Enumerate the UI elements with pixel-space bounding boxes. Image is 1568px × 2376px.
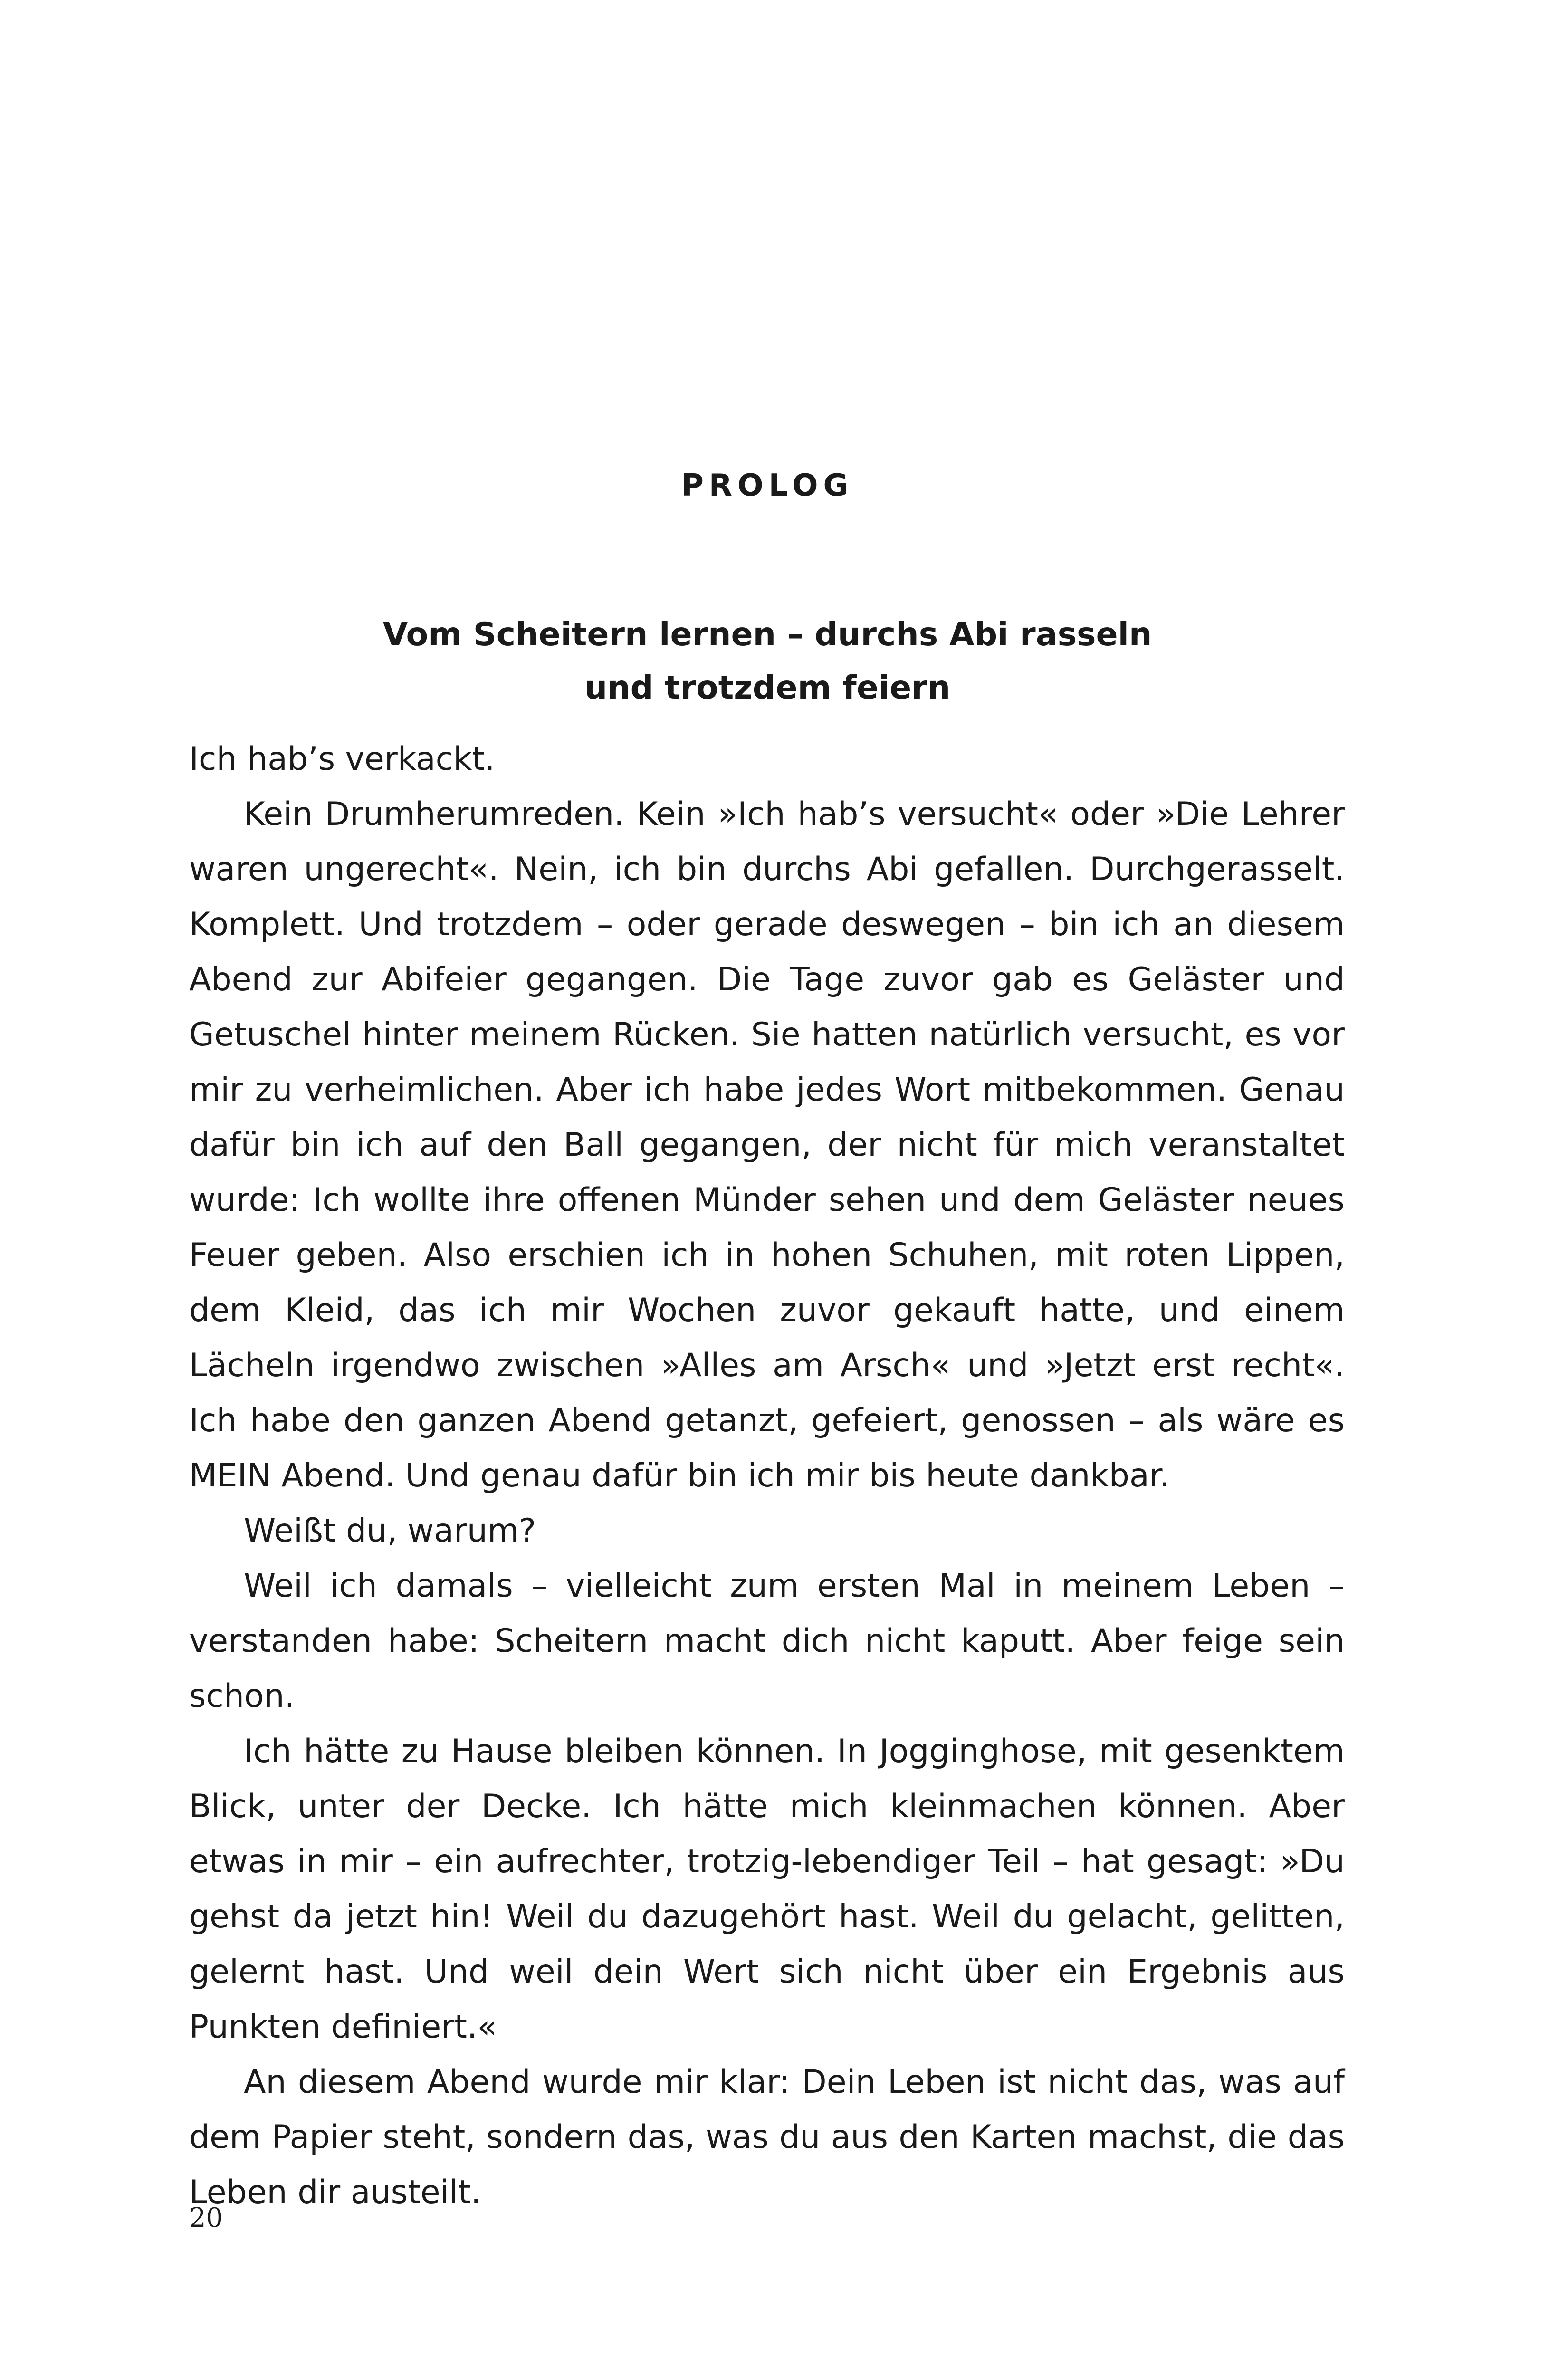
page-number: 20 — [189, 2203, 223, 2233]
chapter-title-line-2: und trotzdem feiern — [584, 669, 951, 707]
chapter-title — [0, 608, 1535, 715]
paragraph: Ich hab’s verkackt. — [189, 740, 495, 778]
chapter-title-line-1: Vom Scheitern lernen – durchs Abi rasseln — [382, 616, 1152, 653]
paragraph: Kein Drumherumreden. Kein »Ich hab’s versucht« oder »Die Lehrer waren ungerecht«. Nein, ich bin durchs Abi gefallen. Durchgerasselt. Komplett. Und trotzdem – oder gerade deswegen – bin ich an diesem Abend zur Abifeier gegangen. Die Tage zuvor gab es Geläster und Getuschel hinter meinem Rücken. Sie hatten natürlich versucht, es vor mir zu verheimlichen. Aber ich habe jedes Wort mitbekommen. Genau dafür bin ich auf den Ball gegangen, der nicht für mich veranstaltet wurde: Ich wollte ihre offenen Münder sehen und dem Geläster neues Feuer geben. Also erschien ich in hohen Schuhen, mit roten Lippen, dem Kleid, das ich mir Wochen zuvor gekauft hatte, und einem Lächeln irgendwo zwischen »Alles am Arsch« und »Jetzt erst recht«. Ich habe den ganzen Abend getanzt, gefeiert, genossen – als wäre es MEIN Abend. Und genau dafür bin ich mir bis heute dankbar. — [189, 795, 1345, 1495]
paragraph: Weil ich damals – vielleicht zum ersten Mal in meinem Leben – verstanden habe: Scheitern macht dich nicht kaputt. Aber feige sein schon. — [189, 1567, 1345, 1715]
paragraph: Ich hätte zu Hause bleiben können. In Jogginghose, mit gesenktem Blick, unter der Decke. Ich hätte mich kleinmachen können. Aber etwas in mir – ein aufrechter, trotzig-lebendiger Teil – hat gesagt: »Du gehst da jetzt hin! Weil du dazugehört hast. Weil du gelacht, gelitten, gelernt hast. Und weil dein Wert sich nicht über ein Ergebnis aus Punkten definiert.« — [189, 1733, 1345, 2046]
chapter-label: PROLOG — [681, 468, 854, 503]
body-text — [189, 732, 1345, 2220]
paragraph: Weißt du, warum? — [244, 1512, 536, 1550]
paragraph: An diesem Abend wurde mir klar: Dein Leben ist nicht das, was auf dem Papier steht, sondern das, was du aus den Karten machst, die das Leben dir austeilt. — [189, 2063, 1345, 2211]
